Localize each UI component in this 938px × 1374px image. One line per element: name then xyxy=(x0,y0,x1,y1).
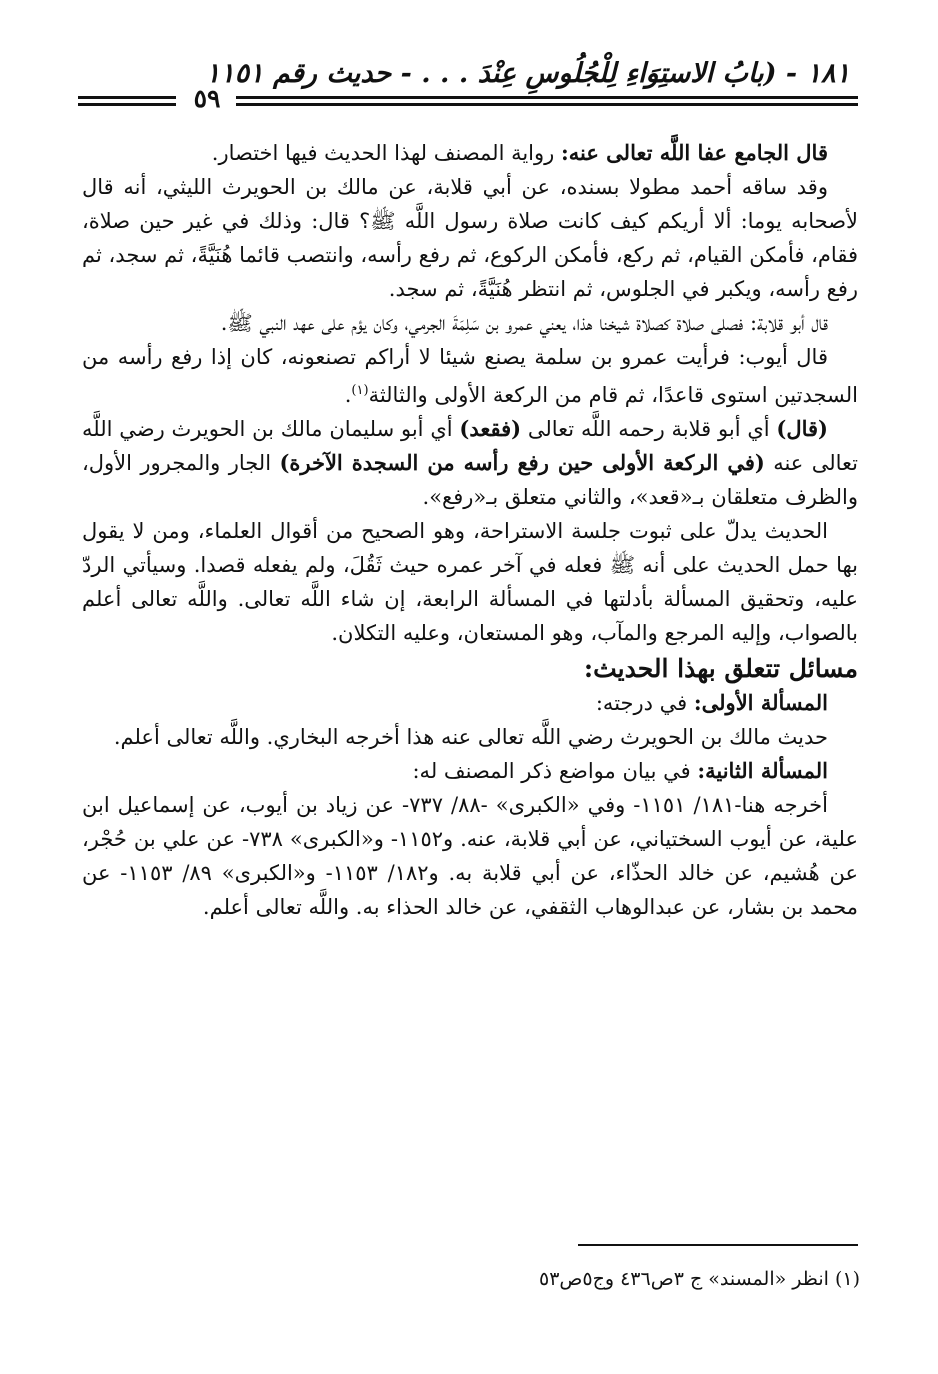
issue-one-text: في درجته: xyxy=(595,691,694,715)
main-text xyxy=(82,136,858,924)
header-rule-right-top xyxy=(236,96,858,99)
header-rule-right-bottom xyxy=(236,103,858,106)
explain-text-2: أي أبو سليمان مالك بن الحويرث رضي اللَّه تعالى عنه xyxy=(82,417,858,475)
paragraph-intro xyxy=(82,136,858,170)
intro-text: رواية المصنف لهذا الحديث فيها اختصار. xyxy=(211,141,561,165)
ayyub-text: قال أيوب: فرأيت عمرو بن سلمة يصنع شيئا لا أراكم تصنعونه، كان إذا رفع رأسه من السجدتين استوى قاعدًا، ثم قام من الركعة الأولى والثالثة xyxy=(82,345,858,407)
issue-one-heading xyxy=(82,686,858,720)
paragraph-ayyub xyxy=(82,340,858,412)
footnote-divider xyxy=(578,1244,858,1246)
explain-term-qal: (قال) xyxy=(776,416,828,441)
paragraph-ahmad-narration: وقد ساقه أحمد مطولا بسنده، عن أبي قلابة، عن مالك بن الحويرث الليثي، أنه قال لأصحابه يوما: ألا أريكم كيف كانت صلاة رسول اللَّه ﷺ؟ قال: وذلك في غير حين صلاة، فقام، فأمكن القيام، ثم ركع، فأمكن الركوع، ثم رفع رأسه، وانتصب قائما هُنَيَّةً، ثم سجد، ثم رفع رأسه، ويكبر في الجلوس، ثم انتظر هُنَيَّةً، ثم سجد. xyxy=(82,175,858,301)
page-number: ٥٩ xyxy=(193,84,221,113)
ayyub-end: . xyxy=(344,383,352,407)
issue-two-label: المسألة الثانية: xyxy=(697,758,828,783)
footnote-marker: (١) xyxy=(351,383,369,398)
issue-two-text: في بيان مواضع ذكر المصنف له: xyxy=(412,759,698,783)
paragraph-ruling: الحديث يدلّ على ثبوت جلسة الاستراحة، وهو الصحيح من أقوال العلماء، ومن لا يقول بها حمل الحديث على أنه ﷺ فعله في آخر عمره حيث ثَقُلَ، ولم يفعله قصدا. وسيأتي الردّ عليه، وتحقيق المسألة بأدلتها في المسألة الرابعة، إن شاء اللَّه تعالى. واللَّه تعالى أعلم بالصواب، وإليه المرجع والمآب، وهو المستعان، وعليه التكلان. xyxy=(82,519,858,645)
paragraph-takhrij: أخرجه هنا-١٨١/ ١١٥١- وفي «الكبرى» -٨٨/ ٧٣٧- عن زياد بن أيوب، عن إسماعيل ابن علية، عن أيوب السختياني، عن أبي قلابة، عنه. و١١٥٢- و«الكبرى» ٧٣٨- عن علي بن حُجْر، عن هُشيم، عن خالد الحذّاء، عن أبي قلابة به. و١٨٢/ ١١٥٣- و«الكبرى» ٨٩/ ١١٥٣- عن محمد بن بشار، عن عبدالوهاب الثقفي، عن خالد الحذاء به. واللَّه تعالى أعلم. xyxy=(82,793,859,919)
header-rule-left-bottom xyxy=(78,103,176,106)
paragraph-explanation xyxy=(82,412,858,514)
intro-label: قال الجامع عفا اللَّه تعالى عنه: xyxy=(560,140,828,165)
explain-term-faqaad: (فقعد) xyxy=(459,416,522,441)
running-header-title: ١٨١ - (بابُ الاستِوَاءِ لِلْجُلُوسِ عِنْدَ . . . - حديث رقم ١١٥١ xyxy=(205,58,850,89)
paragraph-abu-qilaba: قال أبو قلابة: فصلى صلاة كصلاة شيخنا هذا، يعني عمرو بن سَلِمَةَ الجرمي، وكان يؤم على عهد النبي ﷺ. xyxy=(220,311,828,335)
issue-one-label: المسألة الأولى: xyxy=(693,690,828,715)
explain-text-1: أي أبو قلابة رحمه اللَّه تعالى xyxy=(521,417,777,441)
footnote: (١) انظر «المسند» ج ٣ص٤٣٦ وج٥ص٥٣ xyxy=(538,1268,860,1290)
explain-term-rakaa: (في الركعة الأولى حين رفع رأسه من السجدة الآخرة) xyxy=(279,450,765,475)
paragraph-grading: حديث مالك بن الحويرث رضي اللَّه تعالى عنه هذا أخرجه البخاري. واللَّه تعالى أعلم. xyxy=(113,725,828,749)
issue-two-heading xyxy=(82,754,858,788)
header-rule-left-top xyxy=(78,96,176,99)
explain-text-3: الجار والمجرور الأول، والظرف متعلقان بـ«قعد»، والثاني متعلق بـ«رفع». xyxy=(82,451,858,509)
section-heading: مسائل تتعلق بهذا الحديث: xyxy=(583,654,858,683)
